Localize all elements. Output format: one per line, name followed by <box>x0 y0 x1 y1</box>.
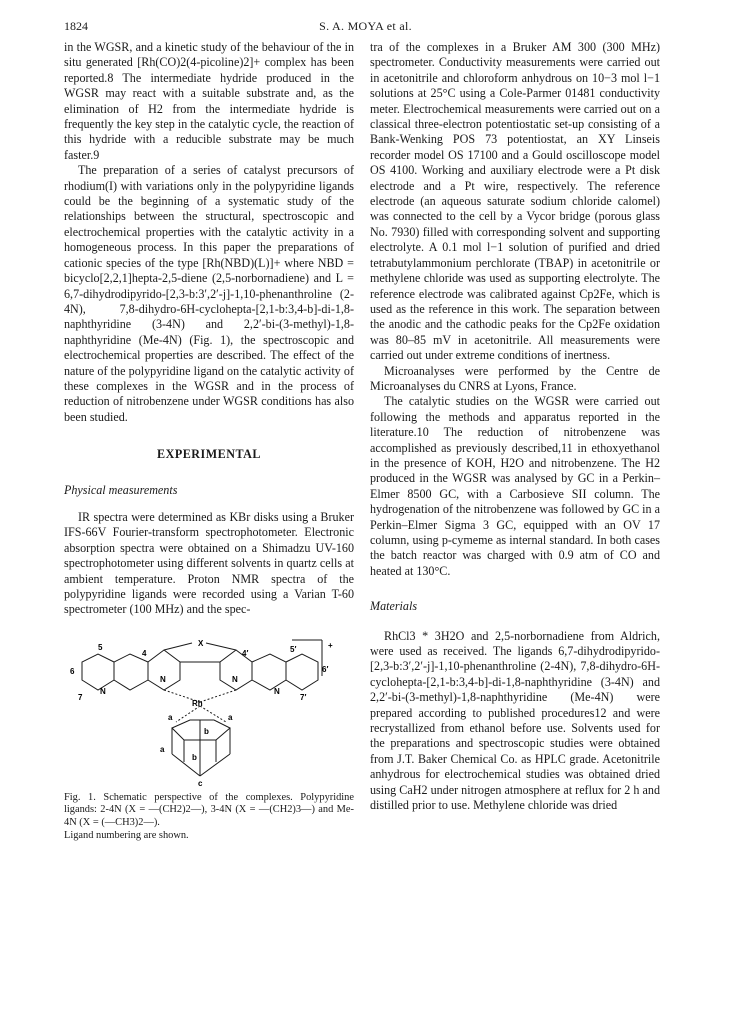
bridge-x-label: X <box>198 638 204 648</box>
paragraph: RhCl3 * 3H2O and 2,5-norbornadiene from Aldrich, were used as received. The ligands 6,7-dihydrodipyrido-[2,3-b:3′,2′-j]-1,10-phenanthroline (2-4N), 7,8-dihydro-6H-cyclohepta-[2,1-b:3,4-b]-di-1,8-naphthyridine (3-4N) and 2,2′-bi-(3-methyl)-1,8-naphthyridine (Me-4N) were prepared according to published procedures12 and were recrystallized from ethanol before use. Solvents used for the preparations and spectroscopic studies were obtained from J.T. Baker Chemical Co. as HPLC grade. Acetonitrile anhydrous for electrochemical studies was obtained dried using CaH2 under nitrogen atmosphere at reflux for 2 h and distilled prior to use. Methylene chloride was dried <box>370 628 660 813</box>
figure-1 <box>64 636 354 851</box>
subsection-heading: Physical measurements <box>64 482 178 497</box>
numbering-label: 7 <box>78 692 83 702</box>
atom-label: N <box>100 686 106 696</box>
position-label: a <box>160 744 165 754</box>
position-label: c <box>198 778 203 786</box>
atom-label: Rh <box>192 698 203 708</box>
section-title: EXPERIMENTAL <box>157 447 261 462</box>
numbering-label: 7′ <box>300 692 307 702</box>
figure-caption-note: Ligand numbering are shown. <box>64 829 189 841</box>
atom-label: N <box>274 686 280 696</box>
paragraph: IR spectra were determined as KBr disks using a Bruker IFS-66V Fourier-transform spectrophotometer. Electronic absorption spectra were obtained on a Shimadzu UV-160 spectrophotometer using different solvents in quartz cells at ambient temperature. Proton NMR spectra of the polypyridine ligands were recorded using a Varian T-60 spectrometer (100 MHz) and the spec- <box>64 509 354 617</box>
page-number: 1824 <box>64 19 88 33</box>
left-column <box>64 40 354 851</box>
right-column <box>370 40 660 814</box>
numbering-label: 4 <box>142 648 147 658</box>
numbering-label: 5 <box>98 642 103 652</box>
numbering-label: 6′ <box>322 664 329 674</box>
numbering-label: 6 <box>70 666 75 676</box>
page-header <box>0 19 731 39</box>
paragraph: in the WGSR, and a kinetic study of the behaviour of the in situ generated [Rh(CO)2(4-picoline)2]+ complex has been reported.8 The intermediate hydride produced in the WGSR may react with a suitable substrate and, as the elimination of H2 from the intermediate hydride is frequently the key step in the catalytic cycle, the reaction of this hydride with a reducible substrate may be much faster.9 <box>64 40 354 162</box>
paragraph: Microanalyses were performed by the Centre de Microanalyses du CNRS at Lyons, France. <box>370 363 660 393</box>
paragraph: The catalytic studies on the WGSR were carried out following the methods and apparatus reported in the literature.10 The reduction of nitrobenzene was accomplished as previously described,11 in ethoxyethanol in the presence of KOH, H2O and nitrobenzene. The H2 produced in the WGSR was analysed by GC in a Perkin–Elmer 8500 GC, with a Carbosieve SII column. The hydrogenation of the nitrobenzene was followed by GC in a Perkin–Elmer Sigma 3 GC, equipped with an OV 17 column, using p-cymeme as internal standard. In both cases the batch reactor was charged with 0.9 atm of CO and heated at 130°C. <box>370 394 660 578</box>
numbering-label: 4′ <box>242 648 249 658</box>
atom-label: N <box>232 674 238 684</box>
paragraph: The preparation of a series of catalyst precursors of rhodium(I) with variations only in the polypyridine ligands could be the beginning of a systematic study of the relationships between the structural, spectroscopic and electrochemical properties with the catalytic activity in a homogeneous process. In this paper the preparations of cationic species of the type [Rh(NBD)(L)]+ where NBD = bicyclo[2,2,1]hepta-2,5-diene (2,5-norbornadiene) and L = 6,7-dihydrodipyrido-[2,3-b:3′,2′-j]-1,10-phenanthroline (2-4N), 7,8-dihydro-6H-cyclohepta-[2,1-b:3,4-b]-di-1,8-naphthyridine (3-4N) and 2,2′-bi-(3-methyl)-1,8-naphthyridine (Me-4N) (Fig. 1), the spectroscopic and electrochemical properties are described. The effect of the nature of the polypyridine ligand on the catalytic activity of these complexes in the WGSR and in the process of reduction of nitrobenzene under WGSR conditions has also been studied. <box>64 163 354 424</box>
structure-diagram <box>64 636 354 786</box>
paragraph: tra of the complexes in a Bruker AM 300 (300 MHz) spectrometer. Conductivity measurements were carried out in acetonitrile and chloroform anhydrous on 10−3 mol l−1 solutions at 25°C using a Cole-Parmer 01481 conductivity meter. Electrochemical measurements were carried out on a classical three-electron potentiostatic set-up consisting of a Bank-Wenking POS 73 potentiostat, an XY Linseis recorder model OS 17100 and a Gould oscilloscope model OS 4100. Working and auxiliary electrode were a Pt disk electrode and a Pt wire, respectively. The reference electrode (an aqueous saturate sodium chloride calomel) was connected to the cell by a Vycor bridge (porous glass No. 7930) filled with corresponding solvent and supporting electrolyte. A 0.1 mol l−1 solution of purified and dried tetrabutylammonium perchlorate (TBAP) in acetonitrile or methylene chloride was used as supporting electrolyte. The reference electrode was calibrated against Cp2Fe, which is used as the reference in this work. The separation between the anodic and the cathodic peaks for the Cp2Fe oxidation was 80–85 mV in acetonitrile. All measurements were carried out under extreme conditions of inertness. <box>370 40 660 363</box>
position-label: a <box>228 712 233 722</box>
position-label: b <box>192 752 197 762</box>
position-label: b <box>204 726 209 736</box>
running-head: S. A. MOYA et al. <box>319 19 412 33</box>
atom-label: N <box>160 674 166 684</box>
charge-label: + <box>328 640 333 650</box>
position-label: a <box>168 712 173 722</box>
figure-caption: Fig. 1. Schematic perspective of the complexes. Polypyridine ligands: 2-4N (X = —(CH2)2—), 3-4N (X = —(CH2)3—) and Me-4N (X = (—CH3)2—). <box>64 791 354 828</box>
subsection-heading: Materials <box>370 599 418 614</box>
numbering-label: 5′ <box>290 644 297 654</box>
